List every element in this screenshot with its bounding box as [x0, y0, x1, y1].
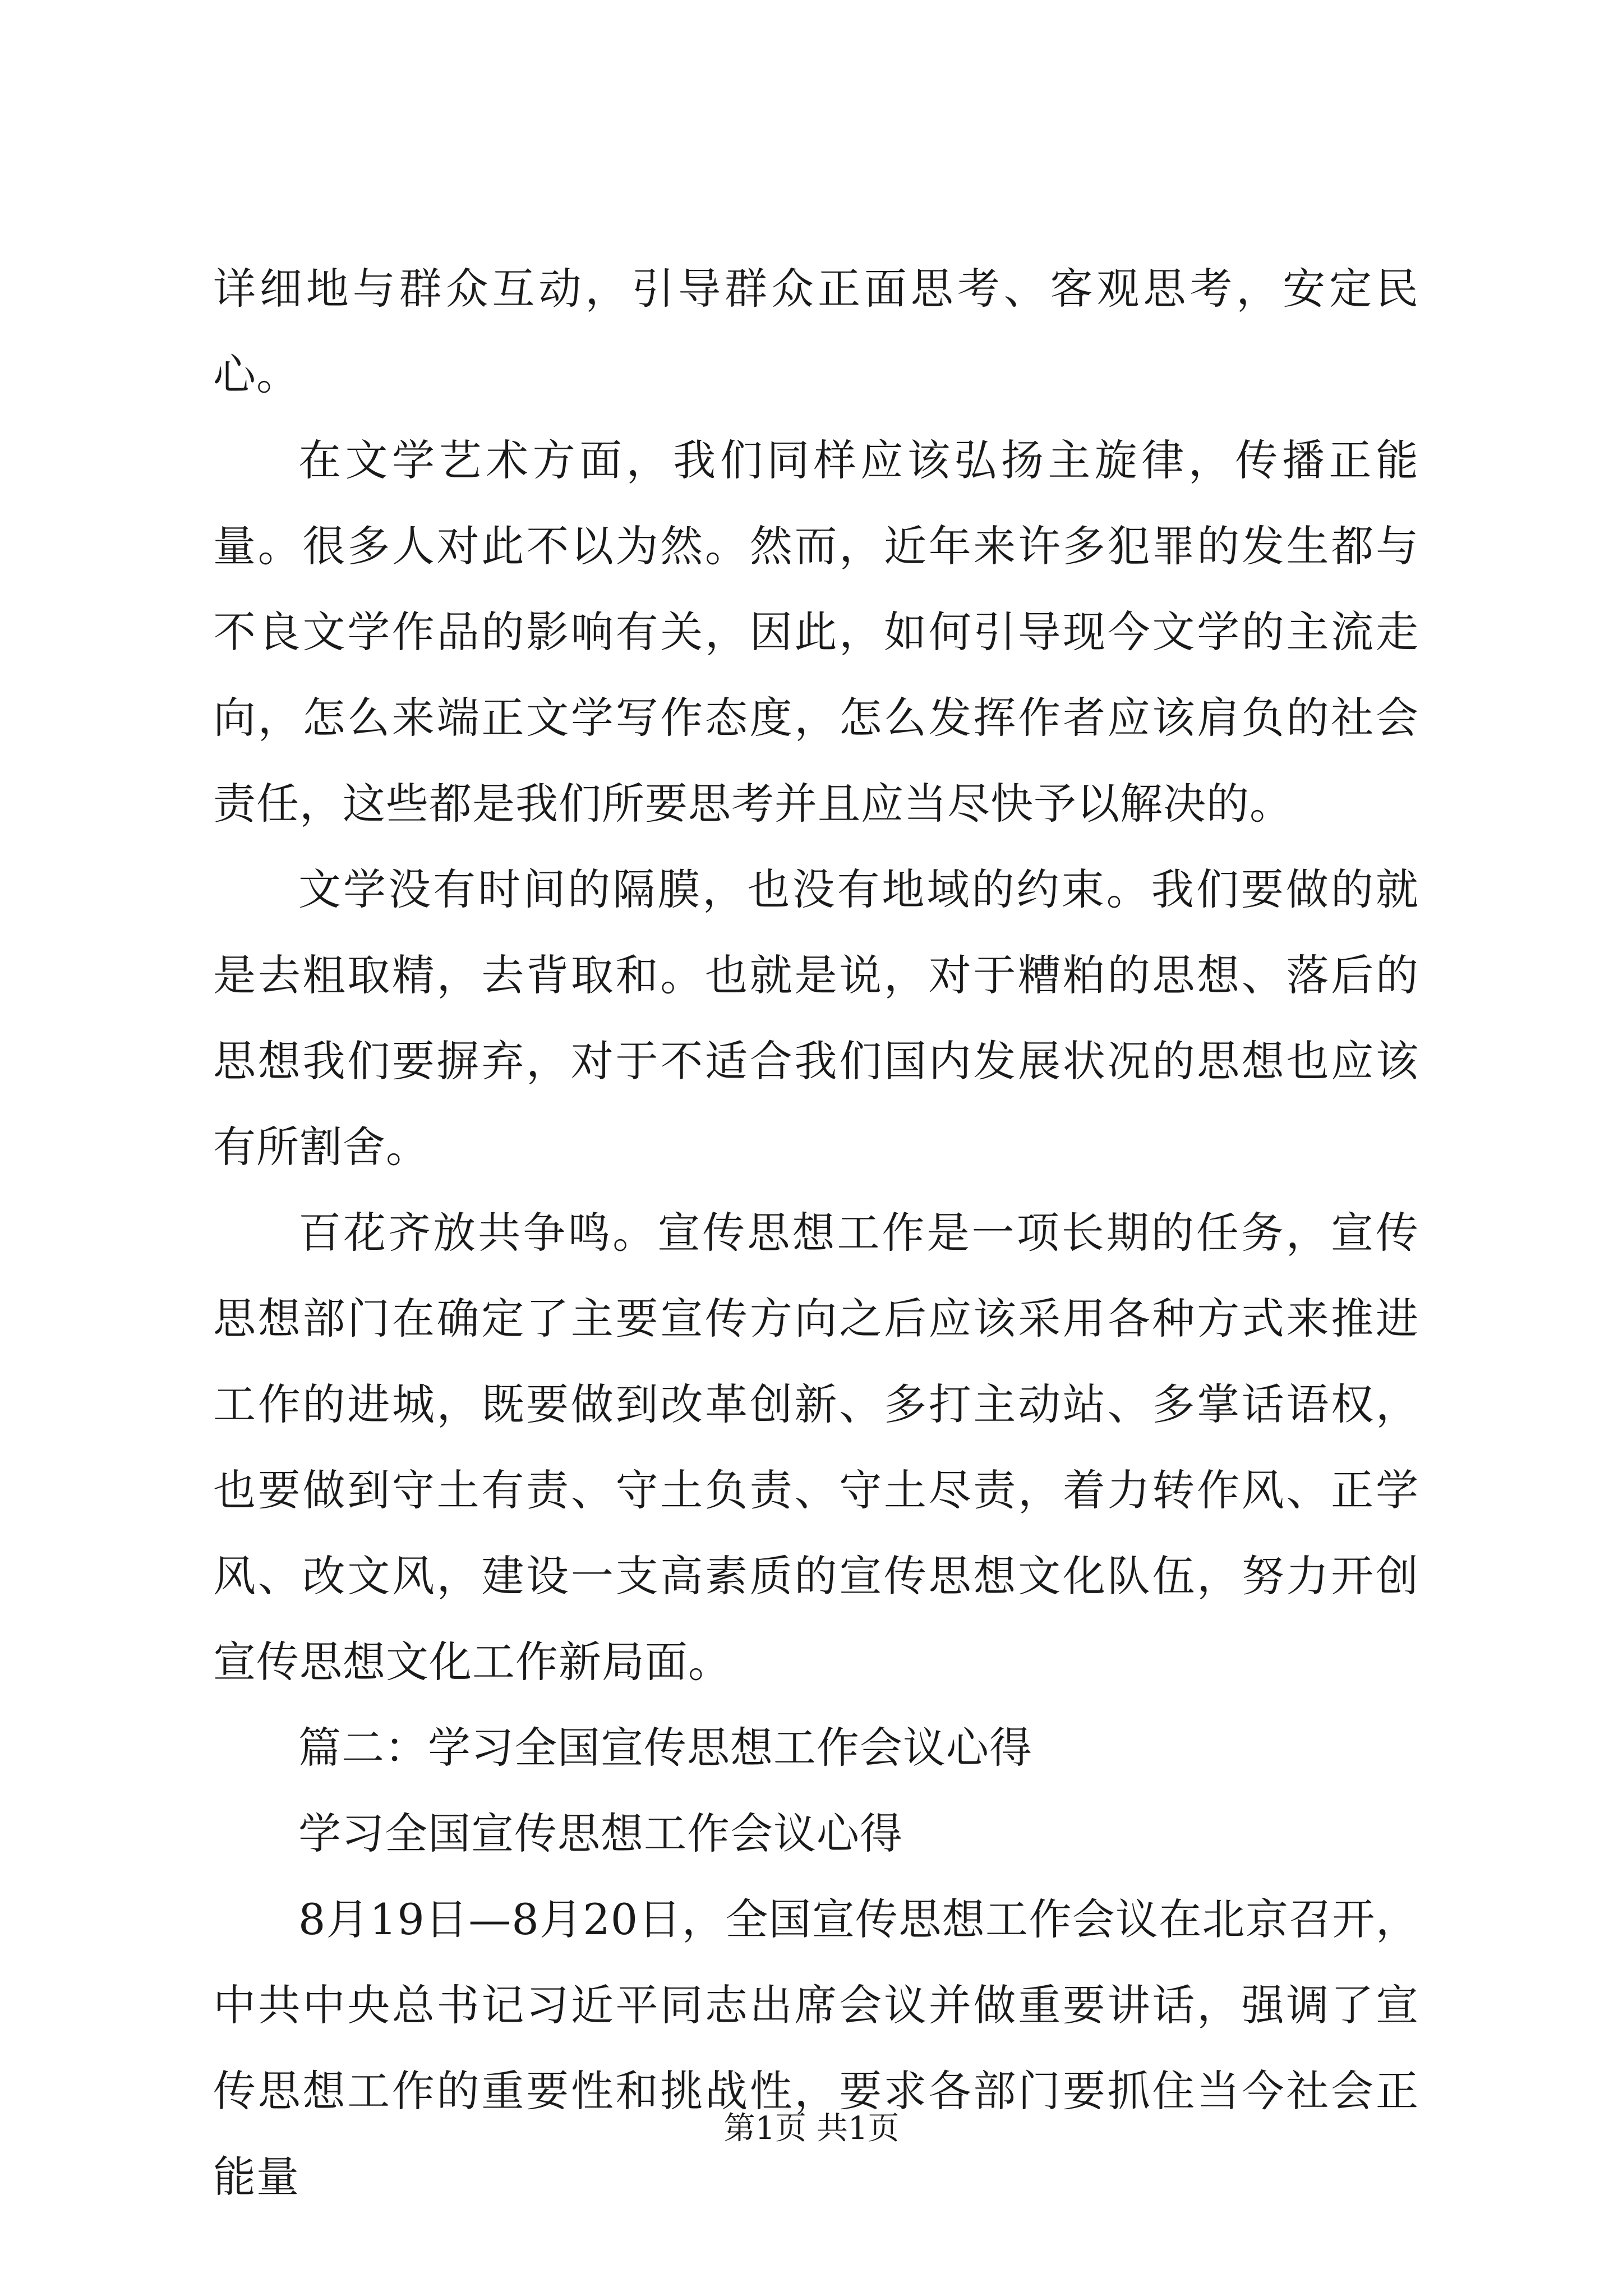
article-title: 学习全国宣传思想工作会议心得: [298, 1809, 903, 1858]
paragraph: 在文学艺术方面，我们同样应该弘扬主旋律，传播正能量。很多人对此不以为然。然而，近年来许多犯罪的发生都与不良文学作品的影响有关，因此，如何引导现今文学的主流走向，怎么来端正文学写作态度，怎么发挥作者应该肩负的社会责任，这些都是我们所要思考并且应当尽快予以解决的。: [213, 435, 1419, 829]
paragraph: 百花齐放共争鸣。宣传思想工作是一项长期的任务，宣传思想部门在确定了主要宣传方向之后应该采用各种方式来推进工作的进城，既要做到改革创新、多打主动站、多掌话语权，也要做到守土有责、守土负责、守土尽责，着力转作风、正学风、改文风，建设一支高素质的宣传思想文化队伍，努力开创宣传思想文化工作新局面。: [213, 1208, 1419, 1687]
document-body: [213, 246, 1419, 2220]
paragraph: 文学没有时间的隔膜，也没有地域的约束。我们要做的就是去粗取精，去背取和。也就是说，对于糟粕的思想、落后的思想我们要摒弃，对于不适合我们国内发展状况的思想也应该有所割舍。: [213, 864, 1419, 1172]
paragraph: 详细地与群众互动，引导群众正面思考、客观思考，安定民心。: [213, 264, 1419, 399]
paragraph: 8月19日—8月20日，全国宣传思想工作会议在北京召开，中共中央总书记习近平同志出席会议并做重要讲话，强调了宣传思想工作的重要性和挑战性，要求各部门要抓住当今社会正能量: [213, 1894, 1419, 2202]
page-footer: 第1页 共1页: [723, 2110, 900, 2147]
section-heading: 篇二：学习全国宣传思想工作会议心得: [298, 1723, 1032, 1773]
